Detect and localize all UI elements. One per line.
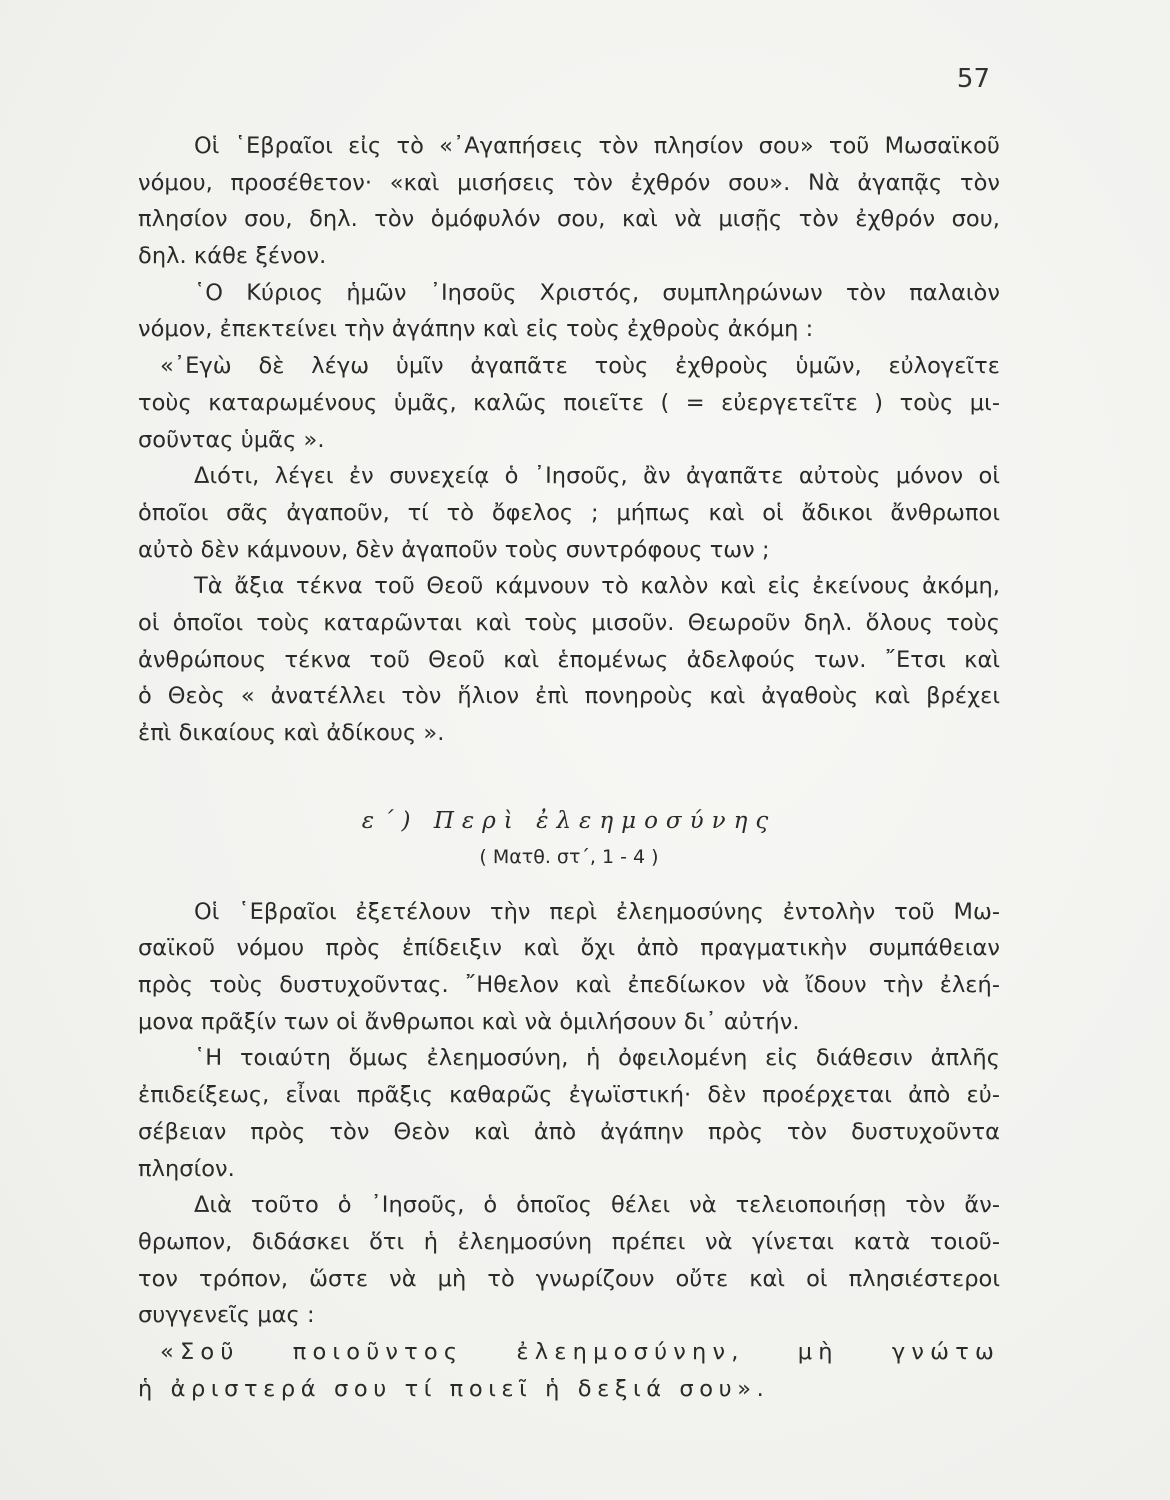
quote-line: ἡ ἀριστερά σου τί ποιεῖ ἡ δεξιά σου».	[138, 1375, 770, 1402]
quote-line: σοῦντας ὑμᾶς ».	[138, 426, 325, 453]
quote-line: τοὺς καταρωμένους ὑμᾶς, καλῶς ποιεῖτε ( = εὐεργετεῖτε ) τοὺς μι-	[138, 389, 1000, 416]
text-line: δηλ. κάθε ξένον.	[138, 243, 327, 270]
text-line: πρὸς τοὺς δυστυχοῦντας. ῎Ηθελον καὶ ἐπεδίωκον νὰ ἴδουν τὴν ἐλεή-	[138, 972, 1000, 999]
text-line: ῾Ο Κύριος ἡμῶν ᾿Ιησοῦς Χριστός, συμπληρώνων τὸν παλαιὸν	[194, 279, 1000, 306]
text-line: ἀνθρώπους τέκνα τοῦ Θεοῦ καὶ ἑπομένως ἀδελφούς των. ῎Ετσι καὶ	[138, 646, 1000, 673]
text-line: Διότι, λέγει ἐν συνεχείᾳ ὁ ᾿Ιησοῦς, ἂν ἀγαπᾶτε αὐτοὺς μόνον οἱ	[194, 463, 1000, 490]
text-line: θρωπον, διδάσκει ὅτι ἡ ἐλεημοσύνη πρέπει νὰ γίνεται κατὰ τοιοῦ-	[138, 1228, 1000, 1255]
text-line: Διὰ τοῦτο ὁ ᾿Ιησοῦς, ὁ ὁποῖος θέλει νὰ τελειοποιήσῃ τὸν ἄν-	[194, 1192, 1000, 1219]
text-line: νόμου, προσέθετον· «καὶ μισήσεις τὸν ἐχθρόν σου». Νὰ ἀγαπᾷς τὸν	[138, 169, 1000, 196]
section-reference: ( Ματθ. στ΄, 1 - 4 )	[479, 845, 659, 868]
text-line: σέβειαν πρὸς τὸν Θεὸν καὶ ἀπὸ ἀγάπην πρὸς τὸν δυστυχοῦντα	[138, 1118, 1000, 1145]
text-line: ἐπὶ δικαίους καὶ ἀδίκους ».	[138, 720, 445, 746]
page-text	[138, 128, 1000, 1407]
quote-line: «Σοῦ ποιοῦντος ἐλεημοσύνην, μὴ γνώτω	[160, 1338, 1000, 1365]
text-line: πλησίον.	[138, 1155, 235, 1182]
quote-line: «᾿Εγὼ δὲ λέγω ὑμῖν ἀγαπᾶτε τοὺς ἐχθροὺς ὑμῶν, εὐλογεῖτε	[160, 353, 1000, 380]
section-heading: ε΄) Περὶ ἐλεημοσύνης	[361, 807, 777, 834]
text-line: ὁποῖοι σᾶς ἀγαποῦν, τί τὸ ὄφελος ; μήπως καὶ οἱ ἄδικοι ἄνθρωποι	[138, 499, 1000, 526]
text-line: ἐπιδείξεως, εἶναι πρᾶξις καθαρῶς ἐγωϊστική· δὲν προέρχεται ἀπὸ εὐ-	[138, 1082, 1000, 1109]
text-line: συγγενεῖς μας :	[138, 1302, 315, 1329]
text-line: Οἱ ῾Εβραῖοι ἐξετέλουν τὴν περὶ ἐλεημοσύνης ἐντολὴν τοῦ Μω-	[194, 898, 1000, 925]
text-line: Τὰ ἄξια τέκνα τοῦ Θεοῦ κάμνουν τὸ καλὸν καὶ εἰς ἐκείνους ἀκόμη,	[194, 573, 1000, 600]
text-line: νόμον, ἐπεκτείνει τὴν ἀγάπην καὶ εἰς τοὺς ἐχθροὺς ἀκόμη :	[138, 316, 814, 343]
text-line: μονα πρᾶξίν των οἱ ἄνθρωποι καὶ νὰ ὁμιλήσουν δι᾿ αὐτήν.	[138, 1008, 800, 1035]
text-line: ὁ Θεὸς « ἀνατέλλει τὸν ἥλιον ἐπὶ πονηροὺς καὶ ἀγαθοὺς καὶ βρέχει	[138, 683, 1000, 710]
page-number: 57	[956, 64, 990, 94]
text-line: τον τρόπον, ὥστε νὰ μὴ τὸ γνωρίζουν οὔτε καὶ οἱ πλησιέστεροι	[138, 1265, 1000, 1292]
text-line: αὐτὸ δὲν κάμνουν, δὲν ἀγαποῦν τοὺς συντρόφους των ;	[138, 536, 770, 563]
text-line: Οἱ ῾Εβραῖοι εἰς τὸ «᾿Αγαπήσεις τὸν πλησίον σου» τοῦ Μωσαϊκοῦ	[194, 133, 1000, 159]
text-line: ῾Η τοιαύτη ὅμως ἐλεημοσύνη, ἡ ὀφειλομένη εἰς διάθεσιν ἀπλῆς	[194, 1045, 1000, 1072]
text-line: πλησίον σου, δηλ. τὸν ὁμόφυλόν σου, καὶ νὰ μισῇς τὸν ἐχθρόν σου,	[138, 206, 1000, 233]
text-line: οἱ ὁποῖοι τοὺς καταρῶνται καὶ τοὺς μισοῦν. Θεωροῦν δηλ. ὅλους τοὺς	[138, 609, 1000, 636]
text-line: σαϊκοῦ νόμου πρὸς ἐπίδειξιν καὶ ὄχι ἀπὸ πραγματικὴν συμπάθειαν	[138, 935, 1000, 962]
